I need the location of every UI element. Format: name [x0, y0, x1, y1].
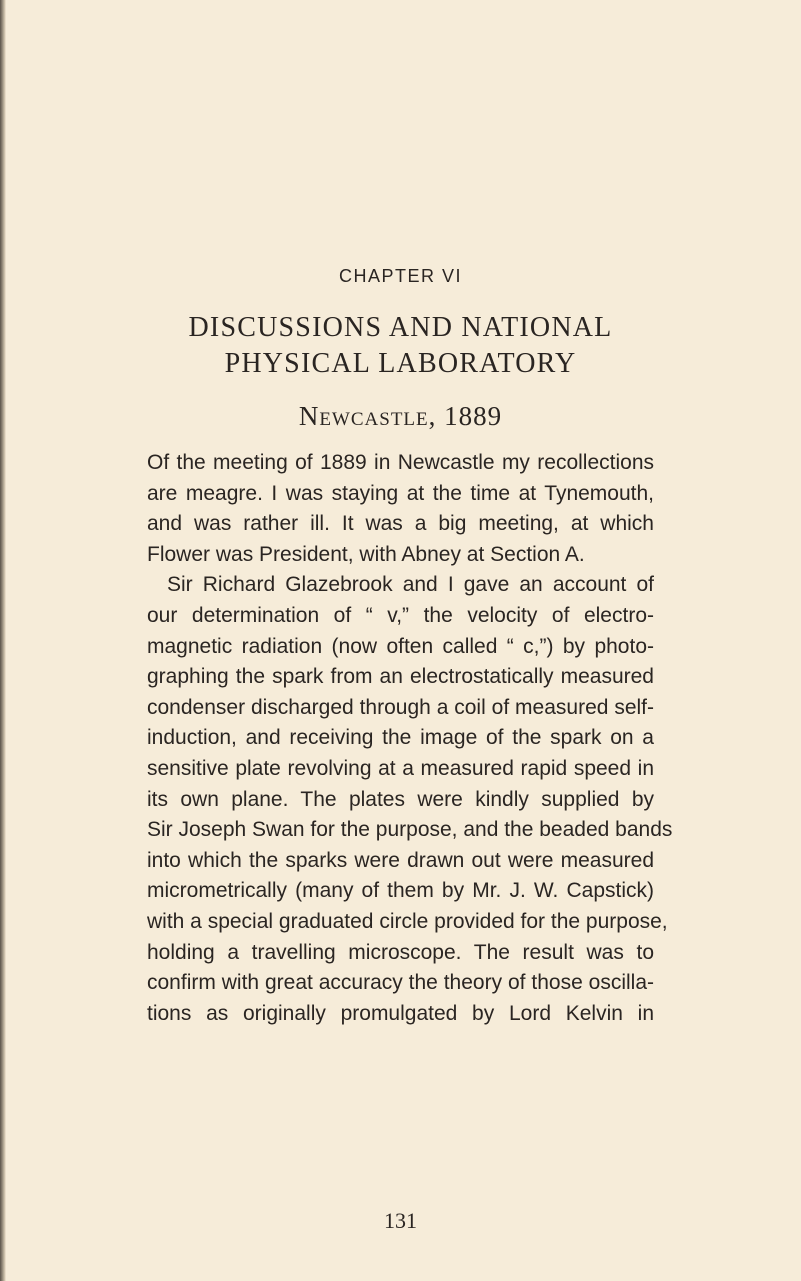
text-line: tions as originally promulgated by Lord Kelvin in: [147, 1001, 654, 1025]
text-line: Sir Richard Glazebrook and I gave an account of: [167, 573, 654, 597]
text-line: its own plane. The plates were kindly supplied by: [147, 787, 654, 811]
text-line: into which the sparks were drawn out were measured: [147, 848, 654, 872]
text-line: and was rather ill. It was a big meeting, at which: [147, 512, 654, 536]
text-line: micrometrically (many of them by Mr. J. W. Capstick): [147, 879, 654, 903]
text-line: our determination of “ v,” the velocity of electro-: [147, 603, 654, 627]
text-line: Sir Joseph Swan for the purpose, and the beaded bands: [147, 818, 673, 842]
text-line: magnetic radiation (now often called “ c,”) by photo-: [147, 634, 654, 658]
chapter-title-line: PHYSICAL LABORATORY: [224, 348, 577, 379]
text-line: Of the meeting of 1889 in Newcastle my recollections: [147, 451, 654, 474]
section-heading: Newcastle, 1889: [298, 401, 503, 431]
text-line: sensitive plate revolving at a measured rapid speed in: [147, 756, 654, 780]
body-text: [147, 448, 673, 1029]
text-line: Flower was President, with Abney at Section A.: [147, 542, 585, 566]
text-line: condenser discharged through a coil of measured self-: [147, 695, 654, 719]
text-line: holding a travelling microscope. The result was to: [147, 940, 654, 964]
text-line: are meagre. I was staying at the time at Tynemouth,: [147, 481, 654, 505]
text-line: with a special graduated circle provided for the purpose,: [147, 909, 668, 933]
chapter-title-line: DISCUSSIONS AND NATIONAL: [188, 312, 613, 343]
chapter-title: [0, 310, 801, 382]
text-line: induction, and receiving the image of the spark on a: [147, 726, 654, 750]
page-number: 131: [384, 1208, 417, 1233]
text-line: confirm with great accuracy the theory of those oscilla-: [147, 971, 654, 995]
chapter-label: CHAPTER VI: [338, 266, 463, 286]
page-binding-edge: [0, 0, 6, 1281]
text-line: graphing the spark from an electrostatically measured: [147, 665, 654, 689]
